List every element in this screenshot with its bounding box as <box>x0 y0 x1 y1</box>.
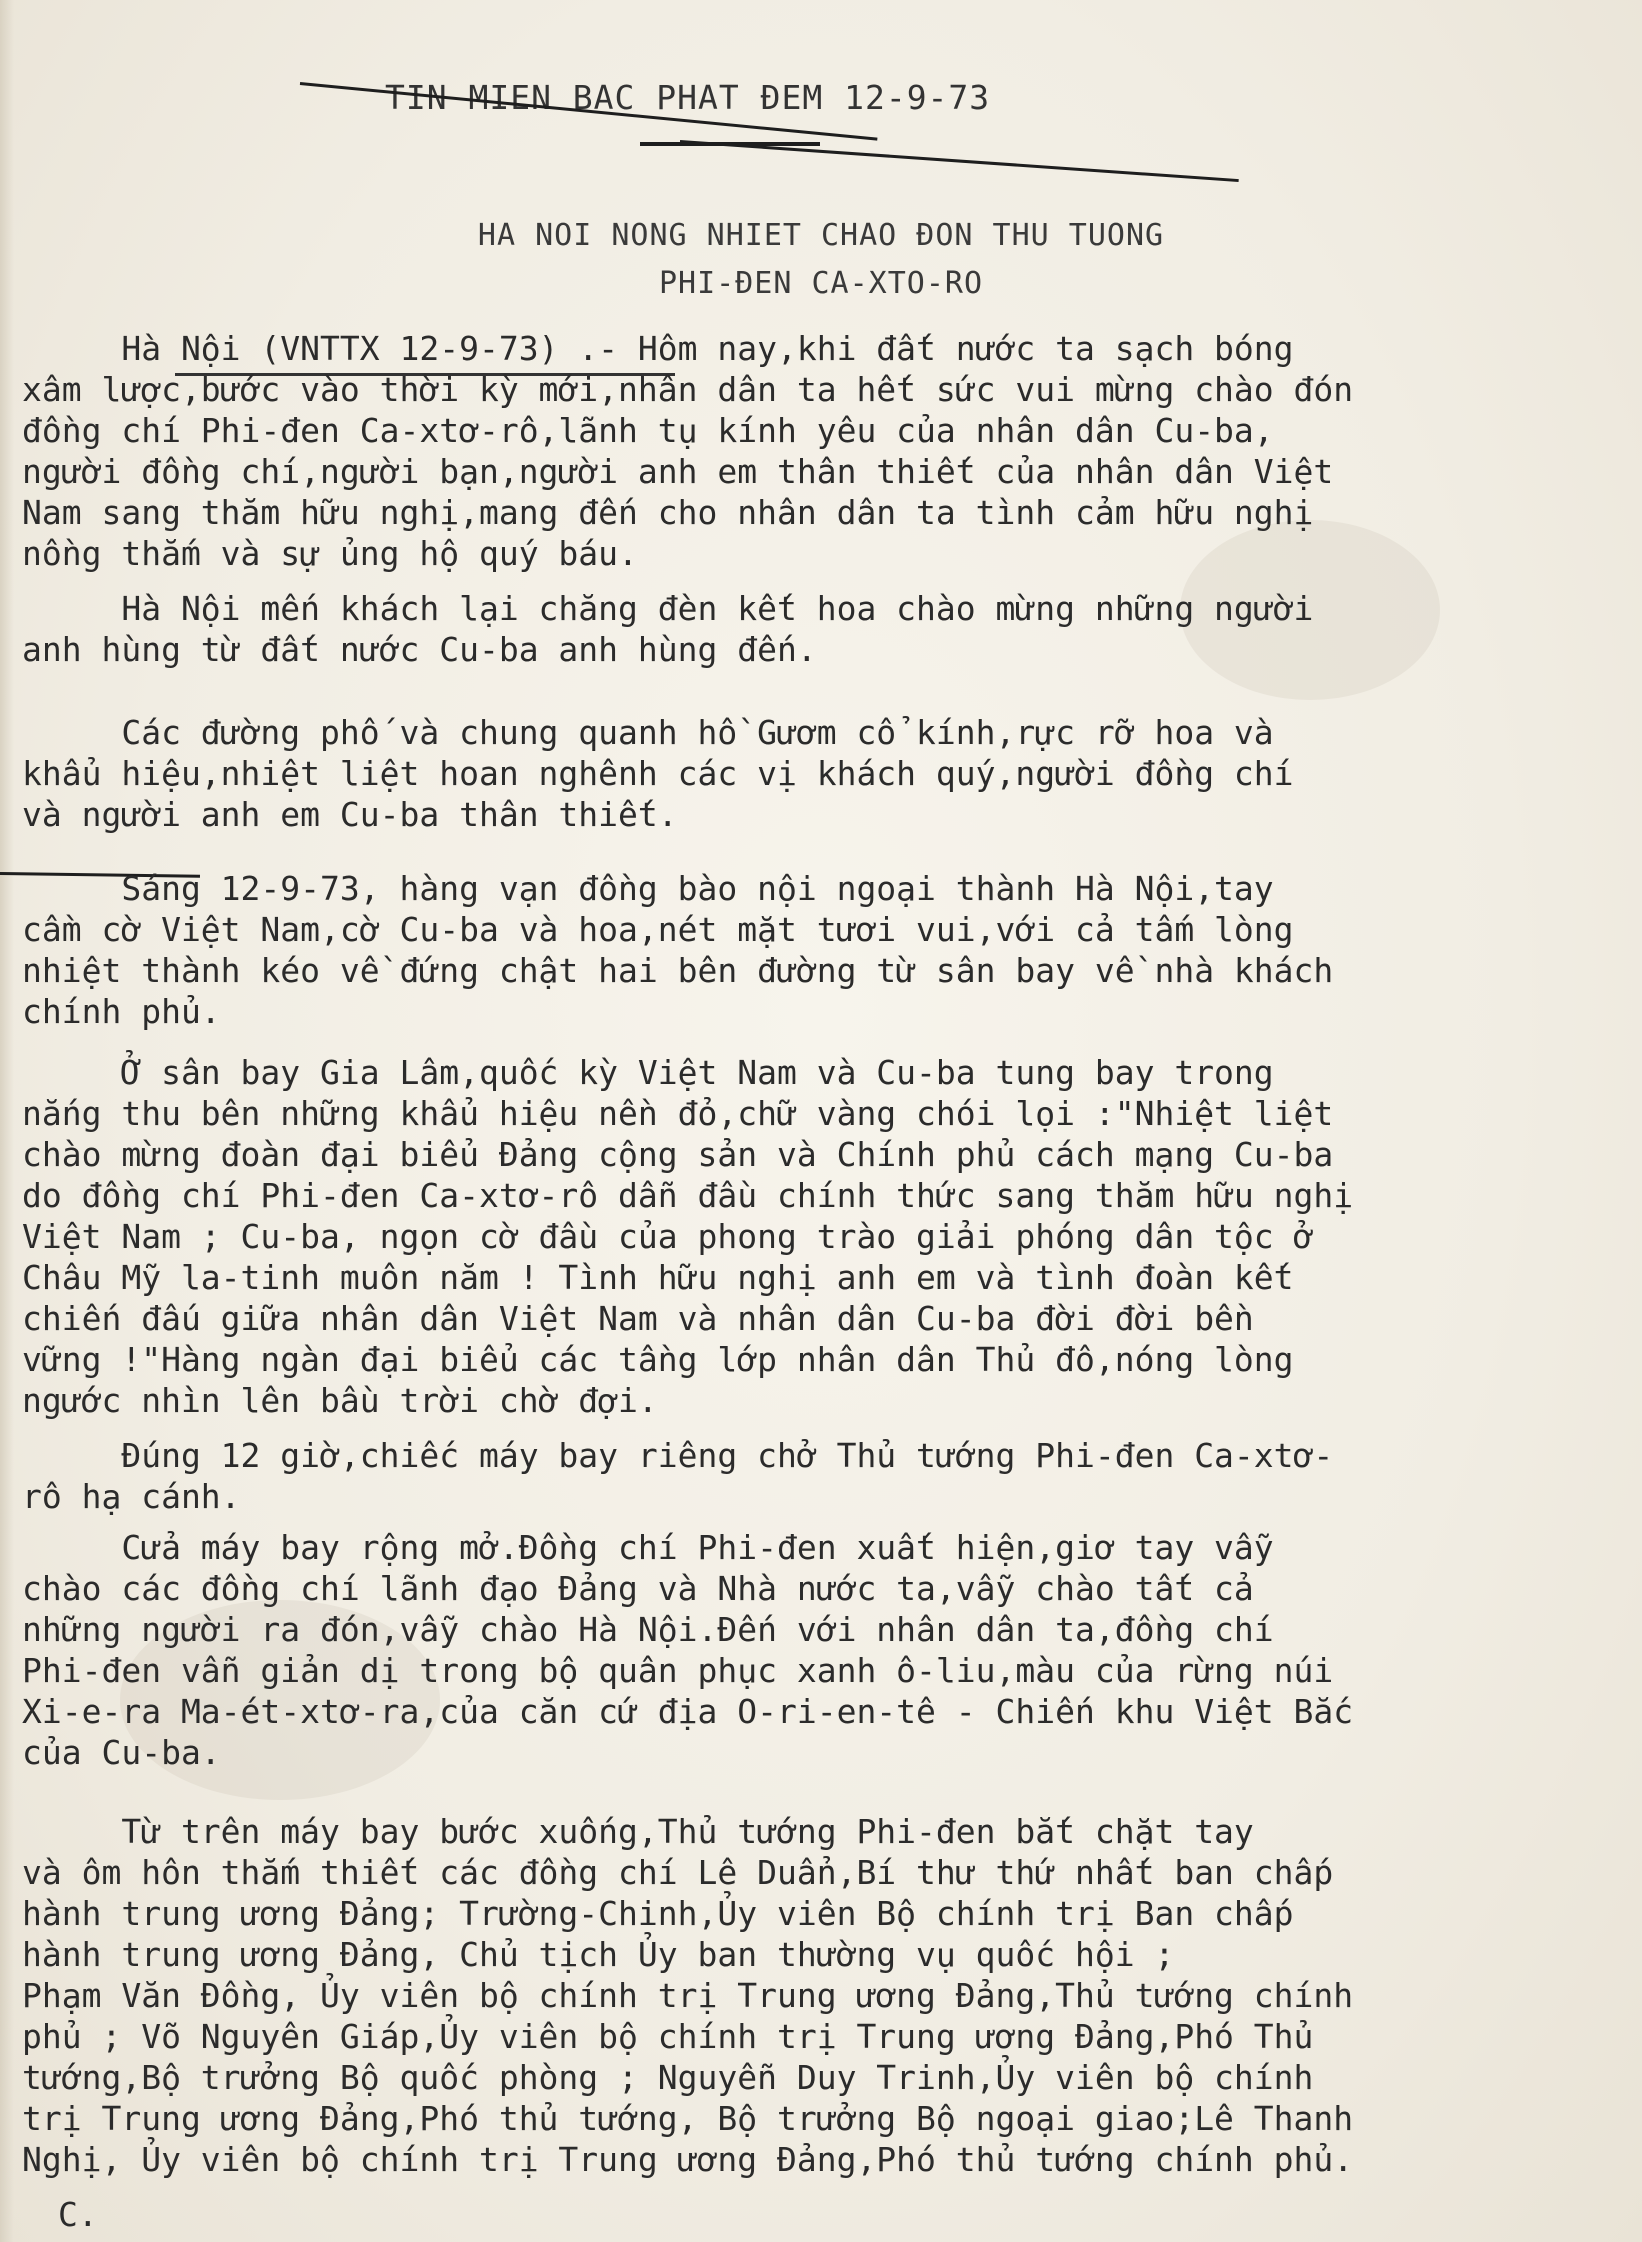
paper-edge-shadow <box>0 0 14 2242</box>
paragraph-8: Từ trên máy bay bước xuống,Thủ tướng Phi-đen bắt chặt tay và ôm hôn thắm thiết các đồng chí Lê Duẩn,Bí thư thứ nhất ban chấp hành trung ương Đảng; Trường-Chinh,Ủy viên Bộ chính trị Ban chấp hành trung ương Đảng, Chủ tịch Ủy ban thường vụ quốc hội ; Phạm Văn Đồng, Ủy viên bộ chính trị Trung ương Đảng,Thủ tướng chính phủ ; Võ Nguyên Giáp,Ủy viên bộ chính trị Trung ương Đảng,Phó Thủ tướng,Bộ trưởng Bộ quốc phòng ; Nguyễn Duy Trinh,Ủy viên bộ chính trị Trung ương Đảng,Phó thủ tướng, Bộ trưởng Bộ ngoại giao;Lê Thanh Nghị, Ủy viên bộ chính trị Trung ương Đảng,Phó thủ tướng chính phủ. <box>22 1812 1354 2179</box>
paragraph-5: Ở sân bay Gia Lâm,quốc kỳ Việt Nam và Cu-ba tung bay trong nắng thu bên những khẩu hiệu nền đỏ,chữ vàng chói lọi :"Nhiệt liệt chào mừng đoàn đại biểu Đảng cộng sản và Chính phủ cách mạng Cu-ba do đồng chí Phi-đen Ca-xtơ-rô dẫn đầu chính thức sang thăm hữu nghị Việt Nam ; Cu-ba, ngọn cờ đầu của phong trào giải phóng dân tộc ở Châu Mỹ la-tinh muôn năm ! Tình hữu nghị anh em và tình đoàn kết chiến đấu giữa nhân dân Việt Nam và nhân dân Cu-ba đời đời bền vững !"Hàng ngàn đại biểu các tầng lớp nhân dân Thủ đô,nóng lòng ngước nhìn lên bầu trời chờ đợi. <box>22 1053 1354 1420</box>
page-continuation-mark: C. <box>58 2195 98 2234</box>
document-title-line-2: PHI-ĐEN CA-XTO-RO <box>658 266 984 301</box>
paragraph-4: Sáng 12-9-73, hàng vạn đồng bào nội ngoại thành Hà Nội,tay cầm cờ Việt Nam,cờ Cu-ba và hoa,nét mặt tươi vui,với cả tấm lòng nhiệt thành kéo về đứng chật hai bên đường từ sân bay về nhà khách chính phủ. <box>22 869 1334 1031</box>
paragraph-3: Các đường phố và chung quanh hồ Gươm cổ kính,rực rỡ hoa và khẩu hiệu,nhiệt liệt hoan nghênh các vị khách quý,người đồng chí và người anh em Cu-ba thân thiết. <box>22 713 1294 834</box>
paragraph-7: Cửa máy bay rộng mở.Đồng chí Phi-đen xuất hiện,giơ tay vẫy chào các đồng chí lãnh đạo Đảng và Nhà nước ta,vẫy chào tất cả những người ra đón,vẫy chào Hà Nội.Đến với nhân dân ta,đồng chí Phi-đen vẫn giản dị trong bộ quân phục xanh ô-liu,màu của rừng núi Xi-e-ra Ma-ét-xtơ-ra,của căn cứ địa O-ri-en-tê - Chiến khu Việt Bắc của Cu-ba. <box>22 1528 1354 1772</box>
header-strike-line <box>680 140 1239 182</box>
document-header: TIN MIEN BAC PHAT ĐEM 12-9-73 <box>385 78 991 117</box>
paragraph-6: Đúng 12 giờ,chiếc máy bay riêng chở Thủ tướng Phi-đen Ca-xtơ- rô hạ cánh. <box>22 1436 1334 1516</box>
document-title-line-1: HA NOI NONG NHIET CHAO ĐON THU TUONG <box>477 218 1165 253</box>
header-underline <box>640 142 820 146</box>
paragraph-1: Hà Nội (VNTTX 12-9-73) .- Hôm nay,khi đất nước ta sạch bóng xâm lược,bước vào thời kỳ mới,nhân dân ta hết sức vui mừng chào đón đồng chí Phi-đen Ca-xtơ-rô,lãnh tụ kính yêu của nhân dân Cu-ba, người đồng chí,người bạn,người anh em thân thiết của nhân dân Việt Nam sang thăm hữu nghị,mang đến cho nhân dân ta tình cảm hữu nghị nồng thắm và sự ủng hộ quý báu. <box>22 329 1354 573</box>
paragraph-2: Hà Nội mến khách lại chăng đèn kết hoa chào mừng những người anh hùng từ đất nước Cu-ba anh hùng đến. <box>22 589 1314 669</box>
